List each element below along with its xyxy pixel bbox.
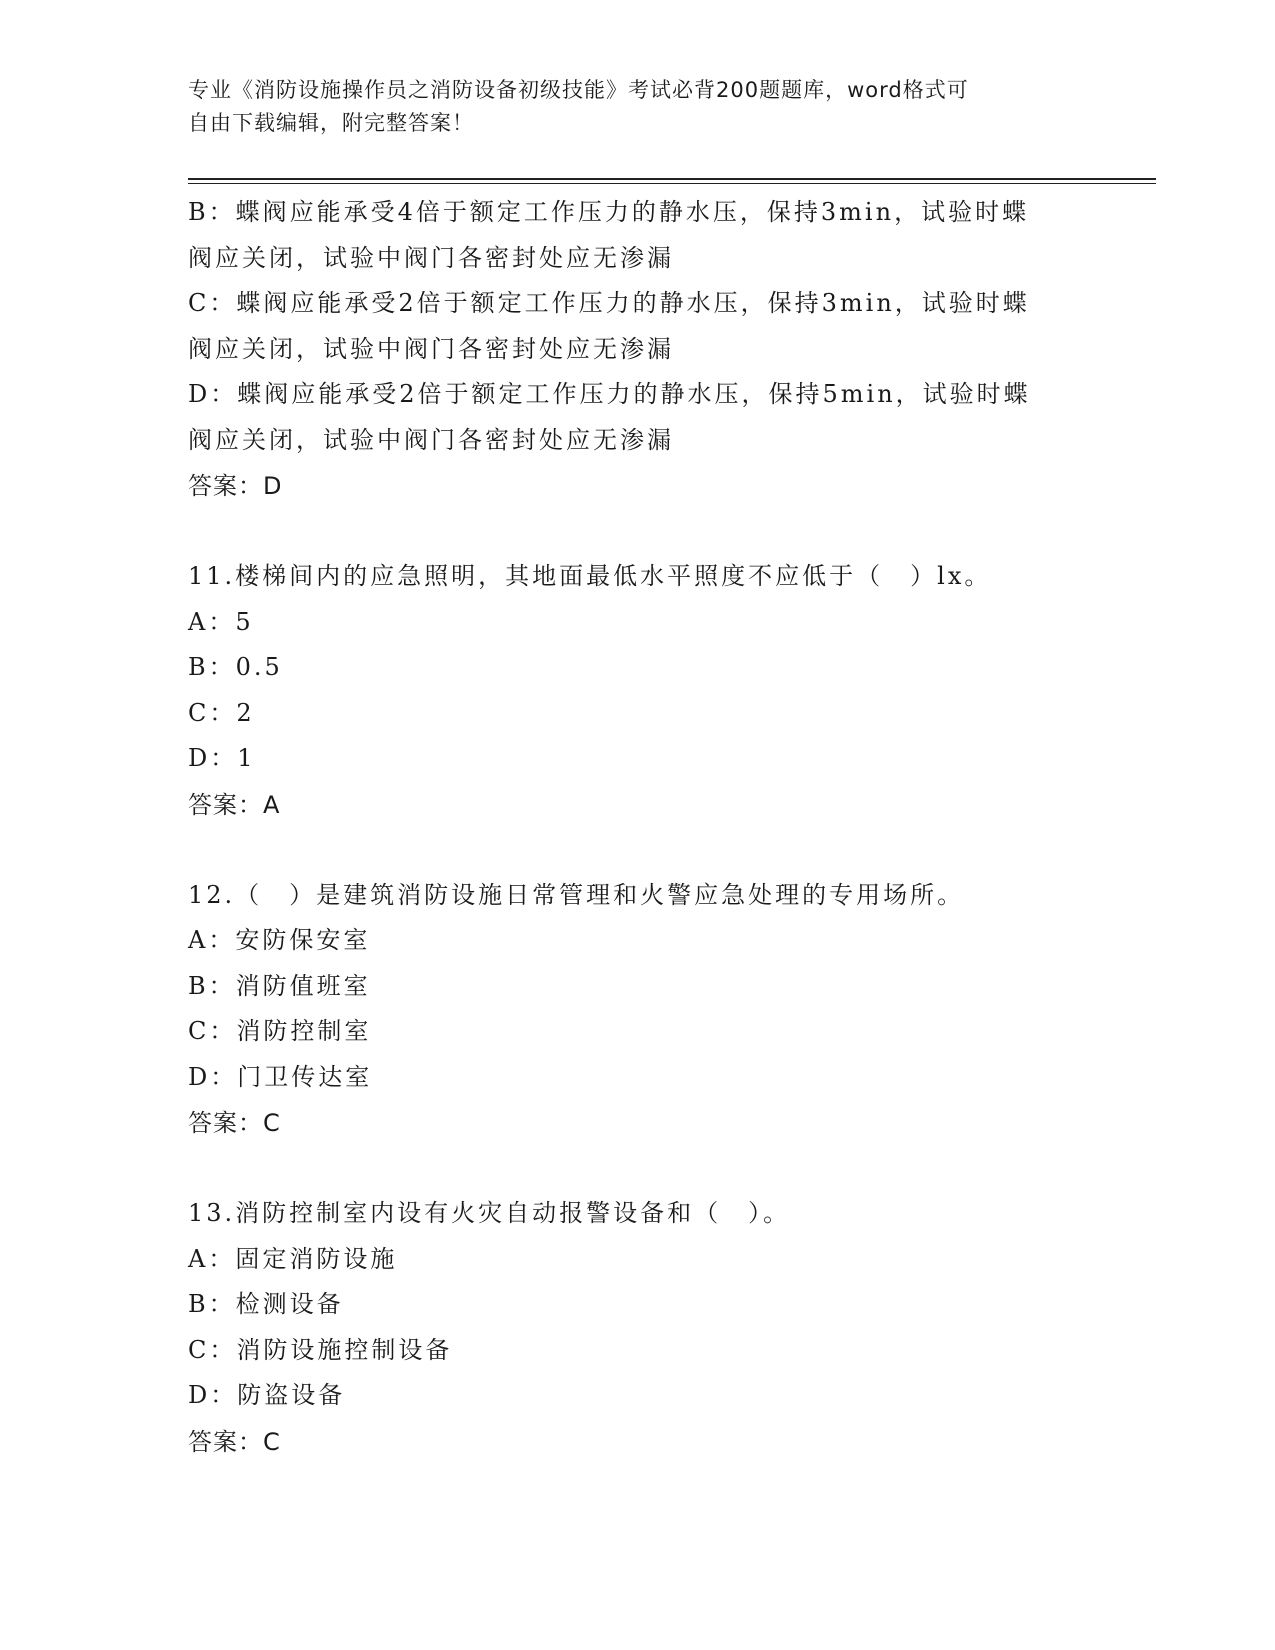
option-a: A：5 <box>188 607 254 636</box>
answer-line: 答案：D <box>188 472 283 500</box>
question-text: 13.消防控制室内设有火灾自动报警设备和（ ）。 <box>188 1199 791 1227</box>
option-d: D：门卫传达室 <box>188 1062 373 1091</box>
question-block-12 <box>188 873 1088 1147</box>
answer-line: 答案：C <box>188 1109 281 1137</box>
spacer <box>188 828 1088 873</box>
question-block-11 <box>188 554 1088 828</box>
header-divider-thin <box>188 183 1156 184</box>
header-divider-thick <box>188 178 1156 180</box>
option-b: B：消防值班室 <box>188 971 371 1000</box>
option-d: D：1 <box>188 744 256 772</box>
answer-line: 答案：A <box>188 790 281 819</box>
option-c: C：2 <box>188 698 255 727</box>
spacer <box>188 1146 1088 1191</box>
option-c-line-2: 阀应关闭，试验中阀门各密封处应无渗漏 <box>188 334 674 363</box>
option-c: C：消防设施控制设备 <box>188 1335 453 1364</box>
header-line-1: 专业《消防设施操作员之消防设备初级技能》考试必背200题题库，word格式可 <box>188 78 969 102</box>
option-c: C：消防控制室 <box>188 1017 372 1045</box>
option-d: D：防盗设备 <box>188 1381 346 1409</box>
option-c-line-1: C：蝶阀应能承受2倍于额定工作压力的静水压，保持3min，试验时蝶 <box>188 289 1030 317</box>
option-d-line-1: D：蝶阀应能承受2倍于额定工作压力的静水压，保持5min，试验时蝶 <box>188 380 1031 408</box>
question-text: 11.楼梯间内的应急照明，其地面最低水平照度不应低于（ ）lx。 <box>188 562 992 590</box>
option-b: B：0.5 <box>188 653 283 681</box>
option-d-line-2: 阀应关闭，试验中阀门各密封处应无渗漏 <box>188 425 674 454</box>
question-list <box>188 190 1088 1465</box>
option-a: A：固定消防设施 <box>188 1244 398 1273</box>
question-block-10 <box>188 190 1088 509</box>
question-block-13 <box>188 1191 1088 1465</box>
option-b: B：检测设备 <box>188 1290 344 1318</box>
option-a: A：安防保安室 <box>188 926 371 954</box>
spacer <box>188 509 1088 554</box>
header-line-2: 自由下载编辑，附完整答案！ <box>188 111 474 135</box>
question-text: 12.（ ）是建筑消防设施日常管理和火警应急处理的专用场所。 <box>188 880 965 909</box>
option-b-line-2: 阀应关闭，试验中阀门各密封处应无渗漏 <box>188 243 674 272</box>
answer-line: 答案：C <box>188 1427 281 1456</box>
document-header <box>188 74 1088 140</box>
option-b-line-1: B：蝶阀应能承受4倍于额定工作压力的静水压，保持3min，试验时蝶 <box>188 198 1030 226</box>
